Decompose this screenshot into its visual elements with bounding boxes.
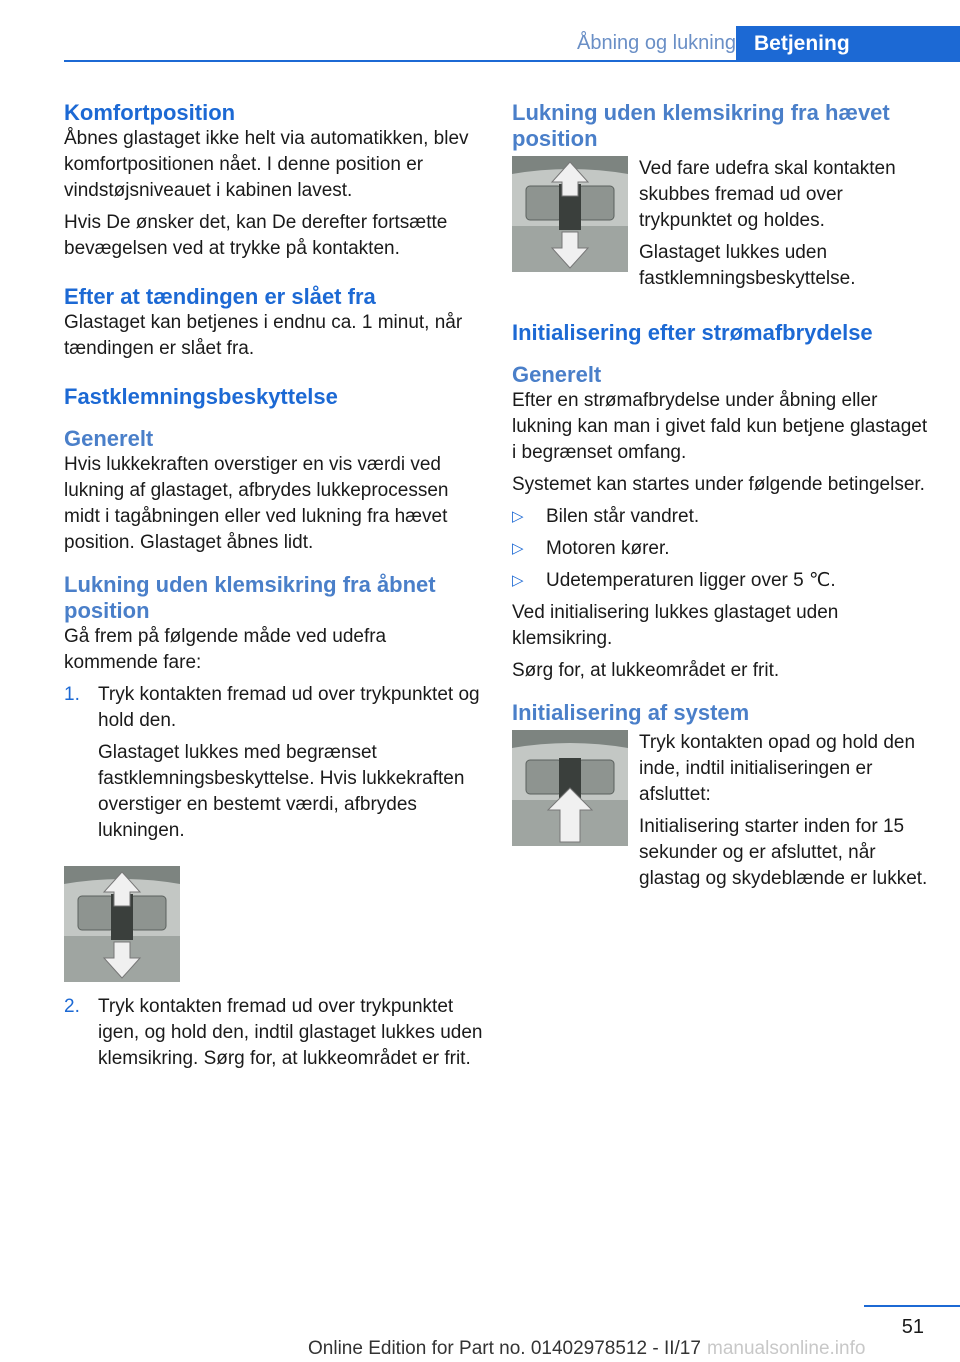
heading-komfortposition: Komfortposition (64, 100, 236, 125)
list-item (512, 504, 928, 530)
paragraph: Initialisering starter inden for 15 sekunder og er afsluttet, når glastag og skydeblænde er lukket. (639, 816, 928, 889)
paragraph: Systemet kan startes under følgende betingelser. (512, 474, 925, 495)
switch-push-forward-illustration (64, 866, 180, 982)
step-number: 2. (64, 996, 80, 1017)
triangle-bullet-icon: ▷ (512, 572, 524, 589)
paragraph: Gå frem på følgende måde ved udefra kommende fare: (64, 626, 387, 673)
triangle-bullet-icon: ▷ (512, 540, 524, 557)
paragraph: Glastaget kan betjenes i endnu ca. 1 minut, når tændingen er slået fra. (64, 312, 463, 359)
list-item (512, 568, 928, 594)
subheading-lukning-aabnet: Lukning uden klemsikring fra åbnet position (64, 572, 436, 623)
heading-fastklemning: Fastklemningsbeskyttelse (64, 384, 338, 409)
right-column (512, 100, 928, 898)
paragraph: Efter en strømafbrydelse under åbning eller lukning kan man i givet fald kun betjene glastaget i begrænset omfang. (512, 390, 928, 463)
paragraph: Glastaget lukkes uden fastklemningsbeskyttelse. (639, 242, 856, 289)
numbered-step (64, 682, 484, 850)
left-column (64, 100, 484, 1078)
paragraph: Ved fare udefra skal kontakten skubbes fremad ud over trykpunktet og holdes. (639, 158, 896, 231)
footer-rule (864, 1305, 960, 1307)
step-text: Tryk kontakten fremad ud over trykpunktet igen, og hold den, indtil glastaget lukkes uden klemsikring. Sørg for, at lukkeområdet er frit. (98, 996, 483, 1069)
figure-with-text (512, 730, 928, 898)
subheading-generelt: Generelt (64, 426, 154, 451)
footer-watermark: manualsonline.info (707, 1338, 866, 1359)
paragraph: Åbnes glastaget ikke helt via automatikken, blev komfortpositionen nået. I denne position er vindstøjsniveauet i kabinen lavest. (64, 128, 469, 201)
paragraph: Hvis De ønsker det, kan De derefter fortsætte bevægelsen ved at trykke på kontakten. (64, 212, 448, 259)
paragraph: Tryk kontakten opad og hold den inde, indtil initialiseringen er afsluttet: (639, 732, 916, 805)
numbered-step (64, 994, 484, 1078)
figure-with-text (512, 156, 928, 298)
subheading-lukning-haevet: Lukning uden klemsikring fra hævet position (512, 100, 890, 151)
heading-initialisering: Initialisering efter strømafbrydelse (512, 320, 873, 345)
list-item-text: Udetemperaturen ligger over 5 ℃. (546, 570, 836, 591)
step-text: Glastaget lukkes med begrænset fastklemningsbeskyttelse. Hvis lukkekraften overstiger en bestemt værdi, afbrydes lukningen. (98, 742, 465, 841)
footer-edition: Online Edition for Part no. 01402978512 - II/17 (308, 1338, 701, 1359)
step-number: 1. (64, 684, 80, 705)
step-text: Tryk kontakten fremad ud over trykpunktet og hold den. (98, 684, 480, 731)
list-item (512, 536, 928, 562)
subheading-initialisering-system: Initialisering af system (512, 700, 750, 725)
heading-taending: Efter at tændingen er slået fra (64, 284, 376, 309)
switch-push-forward-illustration (512, 156, 628, 272)
header-tab: Betjening (736, 26, 960, 61)
list-item-text: Motoren kører. (546, 538, 670, 559)
header-section-title: Åbning og lukning (576, 32, 736, 54)
paragraph: Hvis lukkekraften overstiger en vis værdi ved lukning af glastaget, afbrydes lukkeprocessen midt i tagåbningen eller ved lukning fra hævet position. Glastaget åbnes lidt. (64, 454, 449, 553)
subheading-generelt: Generelt (512, 362, 602, 387)
triangle-bullet-icon: ▷ (512, 508, 524, 525)
switch-push-up-illustration (512, 730, 628, 846)
page-number: 51 (901, 1316, 924, 1338)
list-item-text: Bilen står vandret. (546, 506, 700, 527)
paragraph: Ved initialisering lukkes glastaget uden klemsikring. (512, 602, 839, 649)
paragraph: Sørg for, at lukkeområdet er frit. (512, 660, 780, 681)
